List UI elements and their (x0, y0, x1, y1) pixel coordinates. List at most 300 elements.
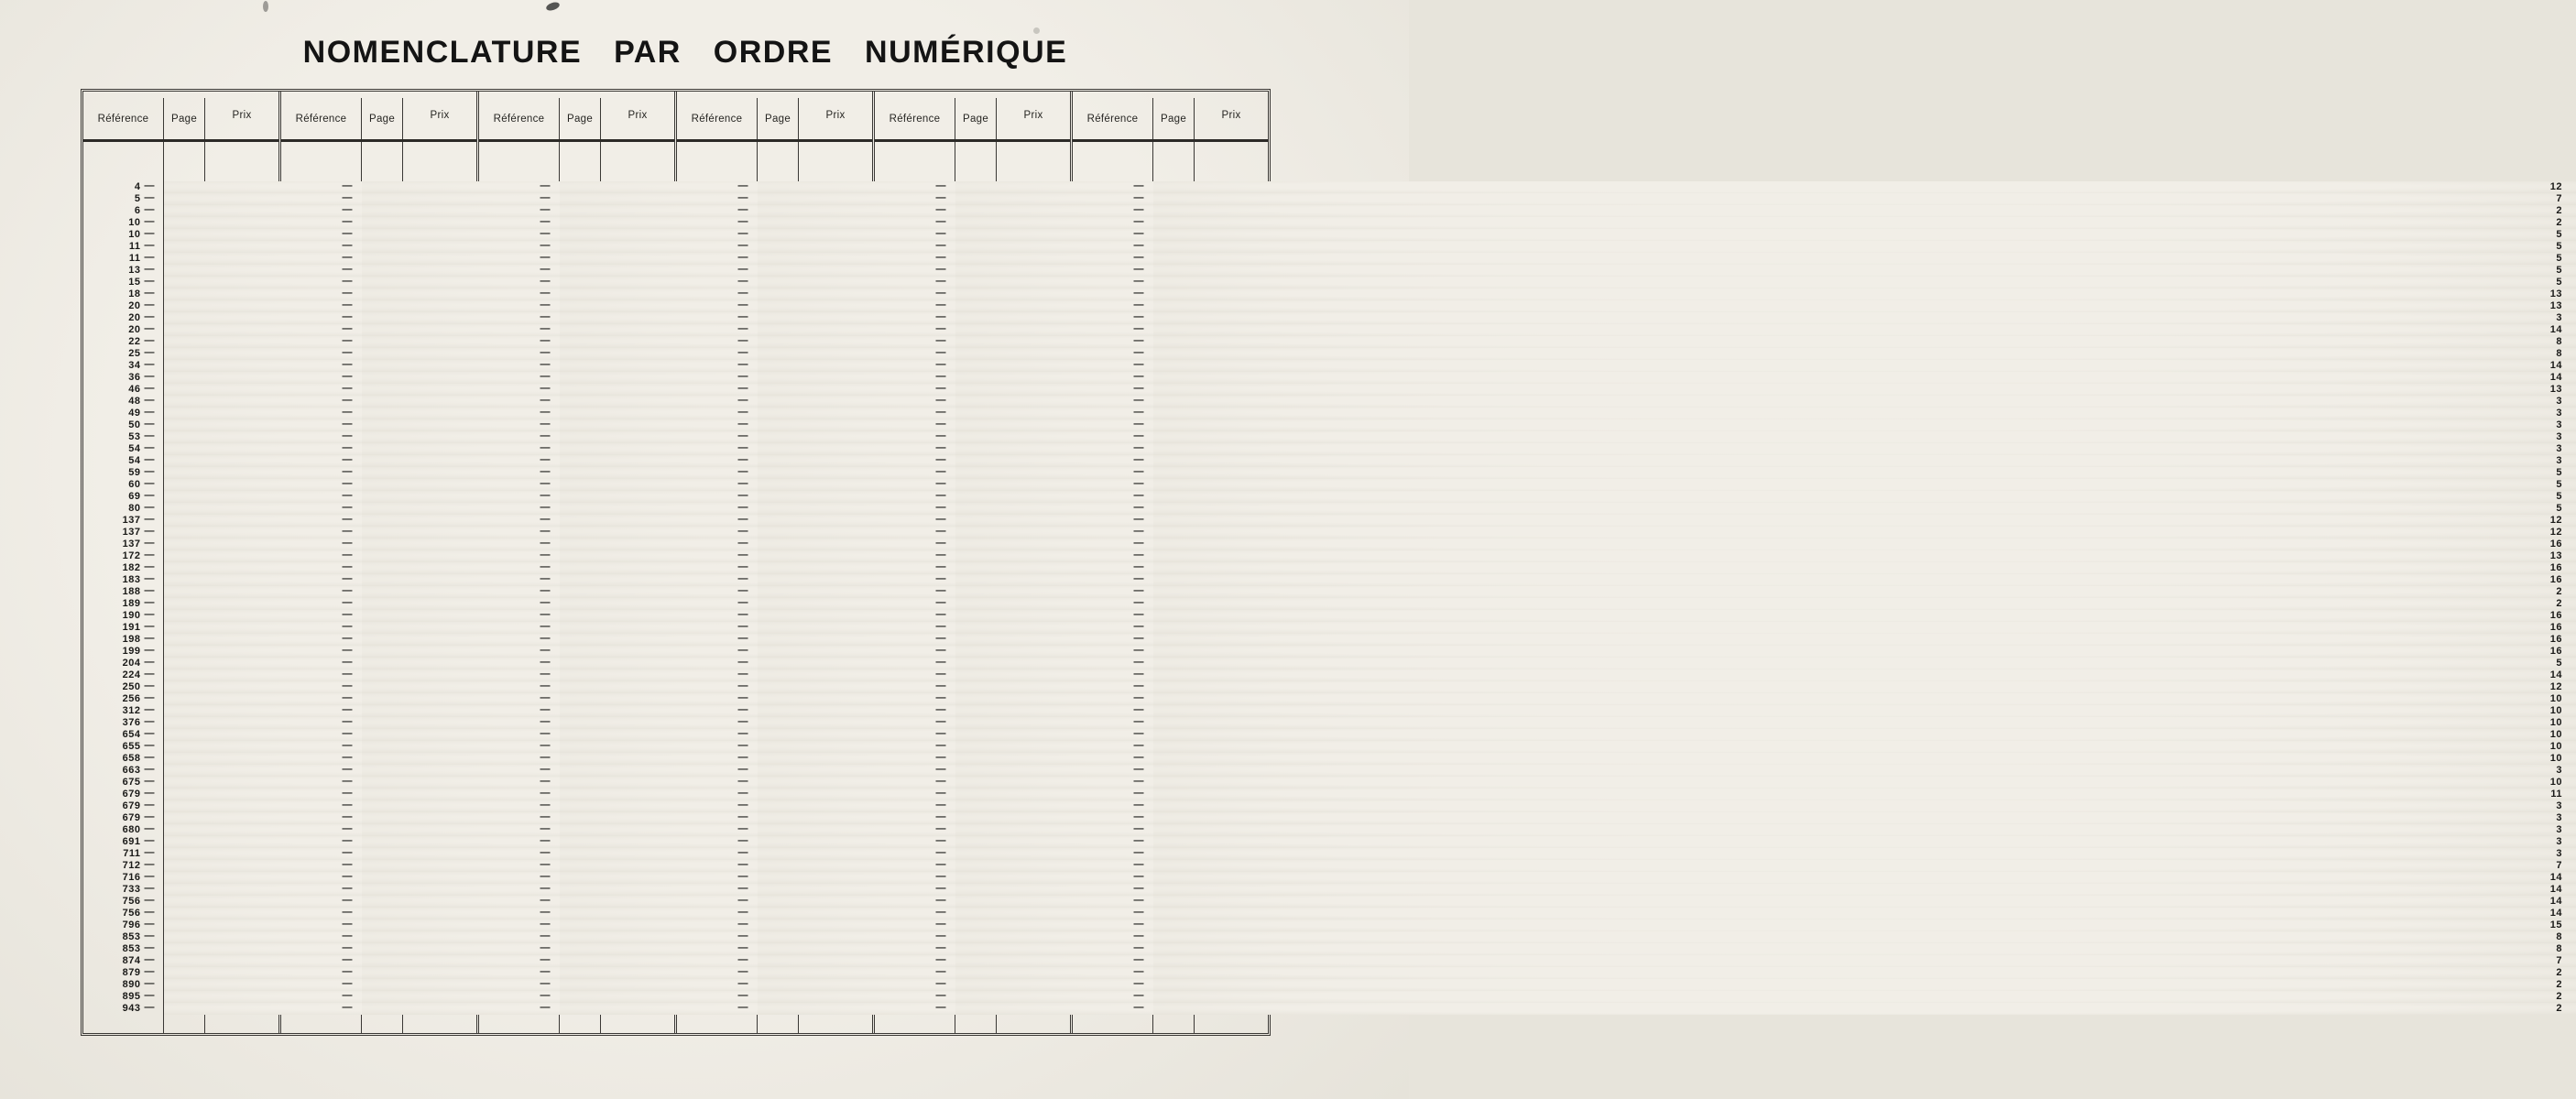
ref-dash: — (737, 764, 748, 775)
ref-dash: — (540, 335, 551, 346)
ref-dash: — (342, 752, 353, 763)
ref-dash: — (342, 823, 353, 834)
ref-dash: — (540, 788, 551, 799)
ref-number: 711 (123, 848, 141, 859)
ref-dash: — (144, 716, 155, 727)
ref-dash: — (935, 978, 946, 989)
page-cell: 3 (1153, 419, 2576, 431)
ref-dash: — (737, 633, 748, 644)
page-cell: 2 (1153, 586, 2576, 598)
ref-dash: — (935, 252, 946, 263)
ref-dash: — (144, 597, 155, 608)
ref-dash: — (737, 514, 748, 525)
ref-dash: — (737, 776, 748, 787)
ref-dash: — (144, 942, 155, 953)
ref-dash: — (540, 680, 551, 691)
ref-dash: — (342, 728, 353, 739)
ref-dash: — (935, 514, 946, 525)
ref-dash: — (1133, 930, 1144, 941)
page-cell: 3 (1153, 455, 2576, 467)
ref-dash: — (540, 478, 551, 489)
ref-dash: — (342, 573, 353, 584)
page-cell: 8 (1153, 943, 2576, 955)
ref-dash: — (342, 585, 353, 596)
ref-dash: — (935, 276, 946, 287)
ref-dash: — (1133, 454, 1144, 465)
ref-dash: — (342, 669, 353, 680)
ref-dash: — (540, 454, 551, 465)
ref-dash: — (540, 930, 551, 941)
ref-dash: — (737, 466, 748, 477)
ref-dash: — (342, 895, 353, 906)
ref-dash: — (1133, 811, 1144, 822)
ref-dash: — (737, 811, 748, 822)
ref-dash: — (144, 478, 155, 489)
scan-speck (1033, 27, 1040, 34)
ref-dash: — (1133, 419, 1144, 430)
ref-dash: — (540, 847, 551, 858)
ref-dash: — (540, 871, 551, 882)
page-column (1153, 142, 2562, 1033)
column-header-reference: Référence (479, 98, 560, 139)
page-cell: 7 (1153, 860, 2576, 872)
ref-dash: — (1133, 180, 1144, 191)
page-cell: 12 (1153, 181, 2576, 193)
ref-dash: — (1133, 276, 1144, 287)
ref-dash: — (144, 633, 155, 644)
ref-dash: — (1133, 573, 1144, 584)
page-cell: 14 (1153, 360, 2576, 372)
ref-dash: — (342, 454, 353, 465)
ref-dash: — (737, 228, 748, 239)
ref-dash: — (935, 228, 946, 239)
ref-dash: — (737, 288, 748, 299)
ref-dash: — (540, 716, 551, 727)
ref-dash: — (737, 847, 748, 858)
page-cell: 14 (1153, 908, 2576, 919)
ref-dash: — (1133, 966, 1144, 977)
ref-dash: — (737, 323, 748, 334)
ref-dash: — (737, 442, 748, 453)
ref-dash: — (935, 204, 946, 215)
ref-number: 756 (122, 908, 141, 919)
ref-dash: — (737, 907, 748, 918)
ref-dash: — (737, 954, 748, 965)
ref-number: 137 (122, 515, 141, 526)
ref-dash: — (1133, 538, 1144, 549)
ref-dash: — (935, 752, 946, 763)
ref-dash: — (540, 942, 551, 953)
ref-number: 183 (122, 574, 141, 585)
ref-dash: — (1133, 323, 1144, 334)
ref-dash: — (737, 800, 748, 811)
ref-dash: — (935, 990, 946, 1001)
ref-dash: — (1133, 704, 1144, 715)
page-column (164, 142, 205, 1033)
ref-dash: — (342, 847, 353, 858)
ref-dash: — (1133, 442, 1144, 453)
ref-number: 853 (122, 943, 141, 954)
ref-dash: — (737, 264, 748, 275)
ref-dash: — (144, 395, 155, 406)
ref-dash: — (737, 311, 748, 322)
column-header-reference: Référence (83, 98, 164, 139)
ref-dash: — (935, 811, 946, 822)
ref-dash: — (935, 800, 946, 811)
ref-dash: — (1133, 204, 1144, 215)
ref-dash: — (737, 276, 748, 287)
ref-number: 15 (128, 277, 141, 288)
ref-number: 663 (122, 765, 141, 776)
ref-number: 53 (128, 431, 141, 442)
ref-dash: — (144, 561, 155, 572)
ref-dash: — (737, 550, 748, 560)
ref-dash: — (540, 514, 551, 525)
ref-dash: — (540, 907, 551, 918)
ref-dash: — (342, 692, 353, 703)
ref-dash: — (737, 335, 748, 346)
ref-dash: — (935, 454, 946, 465)
ref-dash: — (1133, 823, 1144, 834)
ref-dash: — (1133, 395, 1144, 406)
column-header-reference: Référence (281, 98, 362, 139)
ref-dash: — (935, 561, 946, 572)
ref-dash: — (737, 859, 748, 870)
ref-dash: — (540, 490, 551, 501)
ref-dash: — (1133, 526, 1144, 537)
page-cell: 3 (1153, 765, 2576, 777)
ref-number: 312 (122, 705, 141, 716)
ref-dash: — (342, 835, 353, 846)
column-header-page: Page (164, 98, 205, 139)
ref-dash: — (935, 323, 946, 334)
ref-dash: — (1133, 359, 1144, 370)
ref-dash: — (144, 419, 155, 430)
ref-dash: — (342, 657, 353, 668)
page-column (362, 142, 403, 1033)
ref-dash: — (540, 669, 551, 680)
ref-dash: — (935, 740, 946, 751)
ref-number: 54 (128, 443, 141, 454)
ref-dash: — (935, 764, 946, 775)
ref-dash: — (342, 204, 353, 215)
ref-dash: — (144, 180, 155, 191)
page-cell: 14 (1153, 884, 2576, 896)
ref-dash: — (540, 383, 551, 394)
ref-dash: — (737, 430, 748, 441)
ref-dash: — (342, 800, 353, 811)
page-column (560, 142, 601, 1033)
ref-dash: — (342, 811, 353, 822)
ref-dash: — (935, 966, 946, 977)
ref-dash: — (935, 942, 946, 953)
ref-dash: — (144, 573, 155, 584)
page-cell: 14 (1153, 669, 2576, 681)
ref-number: 25 (128, 348, 141, 359)
page-cell: 12 (1153, 527, 2576, 539)
ref-dash: — (935, 383, 946, 394)
ref-dash: — (1133, 764, 1144, 775)
ref-dash: — (342, 311, 353, 322)
page-cell: 16 (1153, 646, 2576, 658)
ref-dash: — (540, 371, 551, 382)
ref-dash: — (342, 442, 353, 453)
ref-number: 137 (122, 527, 141, 538)
ref-number: 716 (122, 872, 141, 883)
page-cell: 14 (1153, 324, 2576, 336)
ref-dash: — (144, 776, 155, 787)
ref-number: 853 (122, 931, 141, 942)
ref-dash: — (1133, 371, 1144, 382)
ref-dash: — (540, 966, 551, 977)
ref-dash: — (540, 657, 551, 668)
ref-dash: — (342, 597, 353, 608)
ref-dash: — (144, 835, 155, 846)
ref-dash: — (737, 657, 748, 668)
ref-dash: — (737, 788, 748, 799)
ref-number: 895 (122, 991, 141, 1002)
ref-dash: — (540, 466, 551, 477)
ref-dash: — (935, 240, 946, 251)
ref-dash: — (737, 669, 748, 680)
page-cell: 8 (1153, 348, 2576, 360)
ref-dash: — (540, 395, 551, 406)
ref-dash: — (144, 252, 155, 263)
ref-number: 59 (128, 467, 141, 478)
ref-dash: — (540, 573, 551, 584)
ref-dash: — (737, 895, 748, 906)
ref-dash: — (342, 466, 353, 477)
page-cell: 3 (1153, 824, 2576, 836)
page-cell: 15 (1153, 919, 2576, 931)
ref-dash: — (737, 680, 748, 691)
ref-number: 796 (122, 919, 141, 930)
ref-dash: — (1133, 692, 1144, 703)
page-cell: 16 (1153, 562, 2576, 574)
ref-dash: — (144, 204, 155, 215)
ref-dash: — (1133, 847, 1144, 858)
ref-dash: — (737, 490, 748, 501)
page-cell: 5 (1153, 265, 2576, 277)
ref-dash: — (935, 264, 946, 275)
ref-number: 654 (122, 729, 141, 740)
ref-dash: — (540, 597, 551, 608)
ref-dash: — (935, 311, 946, 322)
ref-number: 182 (122, 562, 141, 573)
ref-dash: — (1133, 978, 1144, 989)
page-cell: 7 (1153, 193, 2576, 205)
page-cell: 10 (1153, 729, 2576, 741)
ref-dash: — (540, 180, 551, 191)
group-header (1073, 92, 1268, 142)
ref-dash: — (1133, 907, 1144, 918)
ref-dash: — (935, 371, 946, 382)
ref-dash: — (144, 311, 155, 322)
ref-dash: — (1133, 466, 1144, 477)
page-column (955, 142, 997, 1033)
ref-dash: — (144, 240, 155, 251)
scan-speck (545, 1, 561, 12)
group-header (479, 92, 674, 142)
ref-dash: — (737, 216, 748, 227)
ref-dash: — (342, 609, 353, 620)
ref-dash: — (1133, 657, 1144, 668)
ref-dash: — (144, 526, 155, 537)
page-cell: 3 (1153, 443, 2576, 455)
ref-dash: — (342, 514, 353, 525)
page-cell: 14 (1153, 372, 2576, 384)
ref-dash: — (342, 633, 353, 644)
ref-dash: — (1133, 216, 1144, 227)
ref-dash: — (935, 216, 946, 227)
ref-dash: — (540, 990, 551, 1001)
ref-dash: — (144, 966, 155, 977)
ref-dash: — (144, 788, 155, 799)
ref-dash: — (935, 609, 946, 620)
ref-dash: — (540, 228, 551, 239)
ref-dash: — (144, 1002, 155, 1013)
ref-dash: — (540, 526, 551, 537)
ref-dash: — (737, 478, 748, 489)
ref-dash: — (737, 942, 748, 953)
ref-dash: — (144, 430, 155, 441)
ref-dash: — (144, 621, 155, 632)
group-header (83, 92, 278, 142)
ref-number: 5 (134, 193, 141, 204)
ref-dash: — (144, 978, 155, 989)
ref-dash: — (342, 347, 353, 358)
ref-dash: — (737, 395, 748, 406)
ref-dash: — (737, 930, 748, 941)
ref-dash: — (540, 800, 551, 811)
ref-dash: — (342, 419, 353, 430)
ref-number: 943 (122, 1003, 141, 1014)
ref-dash: — (144, 502, 155, 513)
ref-dash: — (737, 371, 748, 382)
ref-dash: — (935, 633, 946, 644)
ref-dash: — (342, 990, 353, 1001)
ref-dash: — (342, 299, 353, 310)
ref-dash: — (342, 788, 353, 799)
ref-dash: — (935, 680, 946, 691)
ref-dash: — (1133, 800, 1144, 811)
page-cell: 8 (1153, 931, 2576, 943)
ref-dash: — (737, 407, 748, 418)
page-cell: 12 (1153, 515, 2576, 527)
ref-dash: — (737, 871, 748, 882)
ref-dash: — (144, 288, 155, 299)
ref-dash: — (1133, 633, 1144, 644)
ref-number: 20 (128, 300, 141, 311)
ref-dash: — (540, 585, 551, 596)
ref-dash: — (342, 407, 353, 418)
ref-dash: — (737, 692, 748, 703)
ref-dash: — (1133, 1002, 1144, 1013)
ref-dash: — (540, 204, 551, 215)
ref-dash: — (935, 704, 946, 715)
ref-dash: — (144, 407, 155, 418)
ref-dash: — (1133, 561, 1144, 572)
page-cell: 3 (1153, 396, 2576, 408)
group-body (83, 142, 278, 1033)
ref-dash: — (342, 954, 353, 965)
ref-dash: — (737, 240, 748, 251)
ref-dash: — (342, 645, 353, 656)
scan-speck (263, 1, 268, 12)
page-cell: 3 (1153, 408, 2576, 419)
ref-dash: — (935, 490, 946, 501)
page-cell: 5 (1153, 229, 2576, 241)
ref-number: 6 (134, 205, 141, 216)
page-cell: 3 (1153, 800, 2576, 812)
ref-dash: — (144, 704, 155, 715)
ref-number: 199 (122, 646, 141, 657)
ref-dash: — (144, 371, 155, 382)
ref-dash: — (737, 883, 748, 894)
ref-dash: — (1133, 835, 1144, 846)
ref-dash: — (144, 454, 155, 465)
page-cell: 10 (1153, 753, 2576, 765)
ref-dash: — (144, 264, 155, 275)
ref-number: 658 (122, 753, 141, 764)
ref-number: 655 (122, 741, 141, 752)
group-header (677, 92, 872, 142)
ref-dash: — (935, 716, 946, 727)
ref-dash: — (540, 633, 551, 644)
ref-dash: — (342, 704, 353, 715)
ref-dash: — (144, 680, 155, 691)
ref-dash: — (342, 526, 353, 537)
ref-dash: — (342, 323, 353, 334)
ref-number: 18 (128, 288, 141, 299)
group-header (875, 92, 1070, 142)
ref-dash: — (342, 502, 353, 513)
page-cell: 3 (1153, 312, 2576, 324)
ref-dash: — (1133, 192, 1144, 203)
ref-dash: — (935, 645, 946, 656)
column-header-page: Page (758, 98, 799, 139)
ref-dash: — (342, 276, 353, 287)
page-cell: 13 (1153, 288, 2576, 300)
ref-dash: — (144, 585, 155, 596)
ref-number: 250 (122, 681, 141, 692)
ref-dash: — (1133, 264, 1144, 275)
ref-dash: — (1133, 752, 1144, 763)
ref-dash: — (144, 919, 155, 930)
page-cell: 2 (1153, 217, 2576, 229)
ref-dash: — (737, 728, 748, 739)
ref-dash: — (342, 919, 353, 930)
page-cell: 2 (1153, 205, 2576, 217)
ref-dash: — (737, 204, 748, 215)
page-cell: 13 (1153, 300, 2576, 312)
ref-dash: — (935, 930, 946, 941)
ref-dash: — (144, 871, 155, 882)
ref-number: 679 (122, 812, 141, 823)
ref-dash: — (737, 252, 748, 263)
ref-dash: — (935, 728, 946, 739)
page-cell: 2 (1153, 967, 2576, 979)
ref-number: 60 (128, 479, 141, 490)
ref-dash: — (1133, 228, 1144, 239)
ref-dash: — (342, 930, 353, 941)
ref-dash: — (935, 823, 946, 834)
ref-dash: — (342, 740, 353, 751)
ref-dash: — (540, 323, 551, 334)
ref-dash: — (1133, 776, 1144, 787)
ref-number: 189 (122, 598, 141, 609)
ref-dash: — (737, 978, 748, 989)
